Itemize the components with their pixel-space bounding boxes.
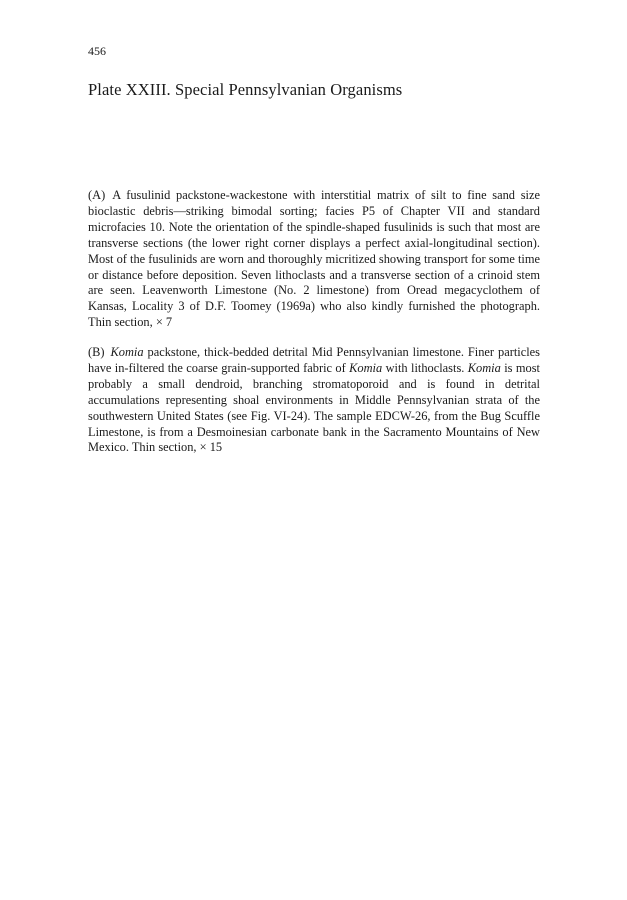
caption-b-genus-2: Komia (349, 360, 383, 375)
caption-b-genus-3: Komia (467, 360, 501, 375)
page-number: 456 (88, 44, 106, 58)
plate-title: Plate XXIII. Special Pennsylvanian Organisms (88, 80, 403, 99)
caption-b-text-1: packstone, thick-bedded detrital Mid Pennsylvanian limestone. Finer particles have in-filtered the coarse grain-supported fabric of (88, 345, 540, 375)
caption-b (88, 345, 540, 456)
caption-a-magnification: × 7 (155, 315, 173, 330)
caption-a-text: A fusulinid packstone-wackestone with interstitial matrix of silt to fine sand size bioclastic debris—striking bimodal sorting; facies P5 of Chapter VII and standard microfacies 10. Note the orientation of the spindle-shaped fusulinids is such that most are transverse sections (the lower right corner displays a perfect axial-longitudinal section). Most of the fusulinids are worn and thoroughly micritized showing transport for some time or distance before deposition. Seven lithoclasts and a transverse section of a crinoid stem are seen. Leavenworth Limestone (No. 2 limestone) from Oread megacyclothem of Kansas, Locality 3 of D.F. Toomey (1969a) who also kindly furnished the photograph. Thin section, (88, 188, 540, 330)
caption-b-genus-1: Komia (110, 345, 144, 359)
caption-b-text-3: is most probably a small dendroid, branching stromatoporoid and is found in detrital accumulations representing shoal environments in Middle Pennsylvanian strata of the southwestern United States (see Fig. VI-24). The sample EDCW-26, from the Bug Scuffle Limestone, is from a Desmoinesian carbonate bank in the Sacramento Mountains of New Mexico. Thin section, (88, 360, 540, 455)
caption-b-label: (B) (88, 345, 105, 359)
caption-b-magnification: × 15 (199, 440, 223, 455)
caption-b-text-2: with lithoclasts. (385, 360, 465, 375)
caption-a-label: (A) (88, 188, 106, 202)
caption-a (88, 188, 540, 331)
